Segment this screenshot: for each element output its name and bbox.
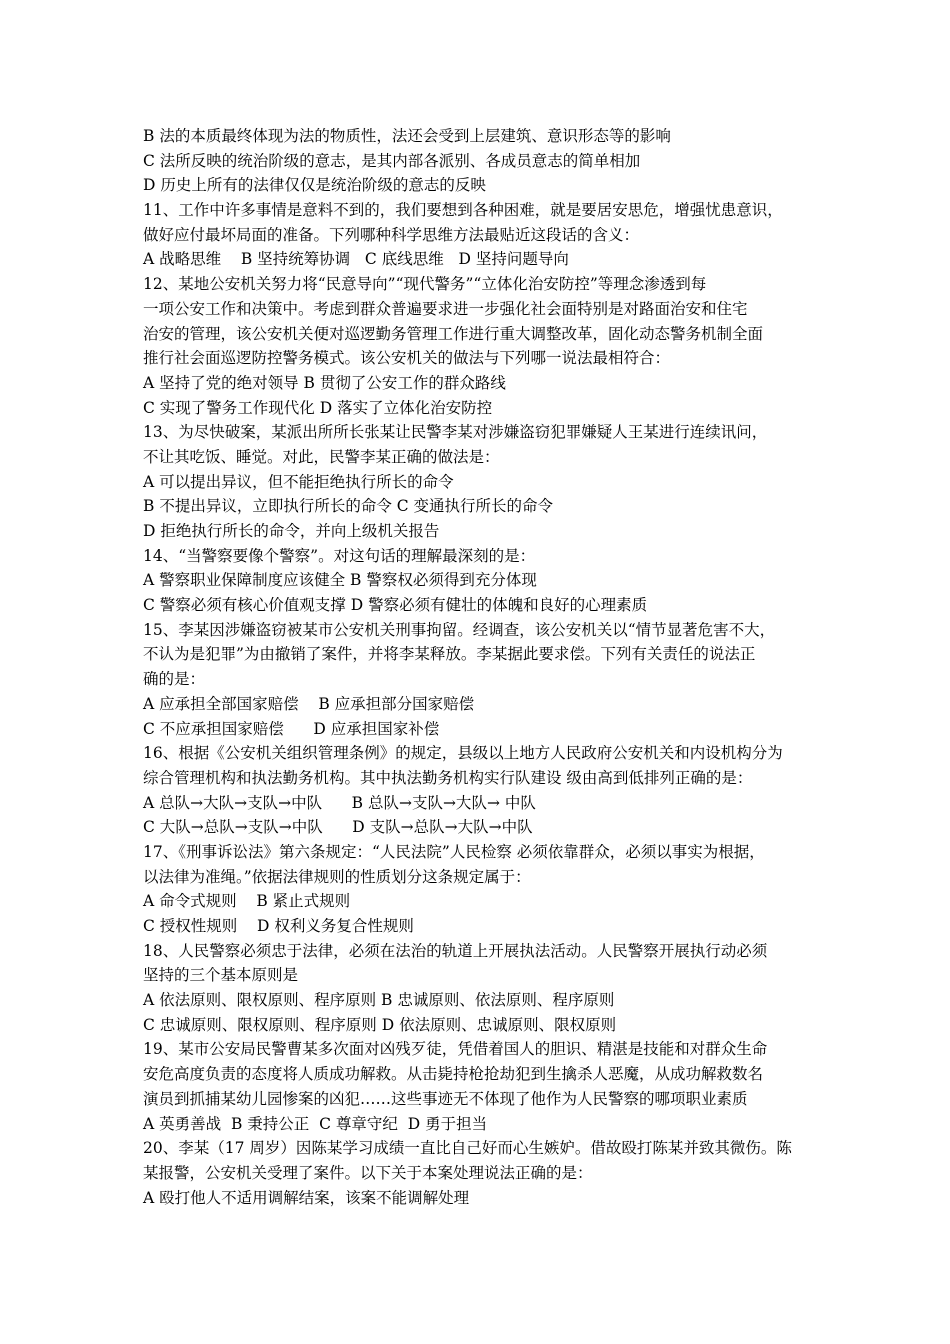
text-line: 19、某市公安局民警曹某多次面对凶残歹徒，凭借着国人的胆识、精湛是技能和对群众生命: [143, 1040, 768, 1059]
text-line: A 总队→大队→支队→中队 B 总队→支队→大队→ 中队: [143, 793, 536, 812]
text-line: 治安的管理，该公安机关便对巡逻勤务管理工作进行重大调整改革，固化动态警务机制全面: [143, 324, 764, 343]
text-line: 11、工作中许多事情是意料不到的，我们要想到各种困难，就是要居安思危，增强忧患意识，: [143, 201, 783, 220]
text-line: 13、为尽快破案，某派出所所长张某让民警李某对涉嫌盗窃犯罪嫌疑人王某进行连续讯问，: [143, 423, 768, 442]
text-line: 坚持的三个基本原则是: [143, 966, 299, 985]
text-line: C 法所反映的统治阶级的意志，是其内部各派别、各成员意志的简单相加: [143, 151, 641, 170]
document-body: [143, 124, 823, 1210]
text-line: 做好应付最坏局面的准备。下列哪种科学思维方法最贴近这段话的含义：: [143, 225, 640, 244]
text-line: C 授权性规则 D 权利义务复合性规则: [143, 917, 414, 935]
text-line: C 大队→总队→支队→中队 D 支队→总队→大队→中队: [143, 818, 533, 837]
text-line: 不让其吃饭、睡觉。对此，民警李某正确的做法是：: [143, 447, 500, 466]
text-line: C 忠诚原则、限权原则、程序原则 D 依法原则、忠诚原则、限权原则: [143, 1015, 617, 1034]
text-line: 确的是：: [143, 670, 206, 689]
text-line: 20、李某（17 周岁）因陈某学习成绩一直比自己好而心生嫉妒。借故殴打陈某并致其微伤。陈: [143, 1139, 792, 1158]
text-line: 某报警，公安机关受理了案件。以下关于本案处理说法正确的是：: [143, 1163, 593, 1182]
text-line: 推行社会面巡逻防控警务模式。该公安机关的做法与下列哪一说法最相符合：: [143, 349, 671, 368]
text-line: 一项公安工作和决策中。考虑到群众普遍要求进一步强化社会面特别是对路面治安和住宅: [143, 299, 748, 318]
text-line: 安危高度负责的态度将人质成功解救。从击毙持枪抢劫犯到生擒杀人恶魔，从成功解救数名: [143, 1065, 764, 1084]
text-line: 综合管理机构和执法勤务机构。其中执法勤务机构实行队建设 级由高到低排列正确的是：: [143, 768, 753, 787]
text-line: B 法的本质最终体现为法的物质性，法还会受到上层建筑、意识形态等的影响: [143, 127, 671, 145]
text-line: 不认为是犯罪”为由撤销了案件，并将李某释放。李某据此要求偿。下列有关责任的说法正: [143, 645, 756, 664]
text-line: C 实现了警务工作现代化 D 落实了立体化治安防控: [143, 398, 493, 417]
text-line: 12、某地公安机关努力将“民意导向”“现代警务”“立体化治安防控”等理念渗透到每: [143, 275, 707, 294]
text-line: A 战略思维 B 坚持统筹协调 C 底线思维 D 坚持问题导向: [143, 250, 569, 269]
text-line: A 依法原则、限权原则、程序原则 B 忠诚原则、依法原则、程序原则: [143, 991, 615, 1010]
text-line: 18、人民警察必须忠于法律，必须在法治的轨道上开展执法活动。人民警察开展执行动必须: [143, 941, 768, 960]
text-line: C 不应承担国家赔偿 D 应承担国家补偿: [143, 719, 440, 738]
text-line: D 历史上所有的法律仅仅是统治阶级的意志的反映: [143, 176, 486, 195]
text-line: 17、《刑事诉讼法》第六条规定：“人民法院”人民检察 必须依靠群众，必须以事实为根据，: [143, 842, 765, 861]
text-line: 以法律为准绳。”依据法律规则的性质划分这条规定属于：: [143, 867, 531, 886]
text-line: C 警察必须有核心价值观支撑 D 警察必须有健壮的体魄和良好的心理素质: [143, 596, 648, 615]
text-line: D 拒绝执行所长的命令，并向上级机关报告: [143, 522, 440, 540]
text-line: A 应承担全部国家赔偿 B 应承担部分国家赔偿: [143, 694, 475, 713]
text-line: 演员到抓捕某幼儿园惨案的凶犯……这些事迹无不体现了他作为人民警察的哪项职业素质: [143, 1089, 748, 1108]
text-line: A 警察职业保障制度应该健全 B 警察权必须得到充分体现: [143, 571, 537, 590]
text-line: B 不提出异议，立即执行所长的命令 C 变通执行所长的命令: [143, 497, 554, 516]
text-line: A 殴打他人不适用调解结案，该案不能调解处理: [143, 1188, 470, 1207]
text-line: A 英勇善战 B 秉持公正 C 尊章守纪 D 勇于担当: [143, 1114, 488, 1133]
text-line: A 可以提出异议，但不能拒绝执行所长的命令: [143, 472, 454, 491]
text-line: 16、根据《公安机关组织管理条例》的规定，县级以上地方人民政府公安机关和内设机构分为: [143, 744, 783, 763]
text-line: A 命令式规则 B 紧止式规则: [143, 892, 351, 911]
text-line: 14、“当警察要像个警察”。对这句话的理解最深刻的是：: [143, 546, 536, 565]
text-line: 15、李某因涉嫌盗窃被某市公安机关刑事拘留。经调查，该公安机关以“情节显著危害不大，: [143, 620, 776, 639]
text-line: A 坚持了党的绝对领导 B 贯彻了公安工作的群众路线: [143, 373, 506, 392]
